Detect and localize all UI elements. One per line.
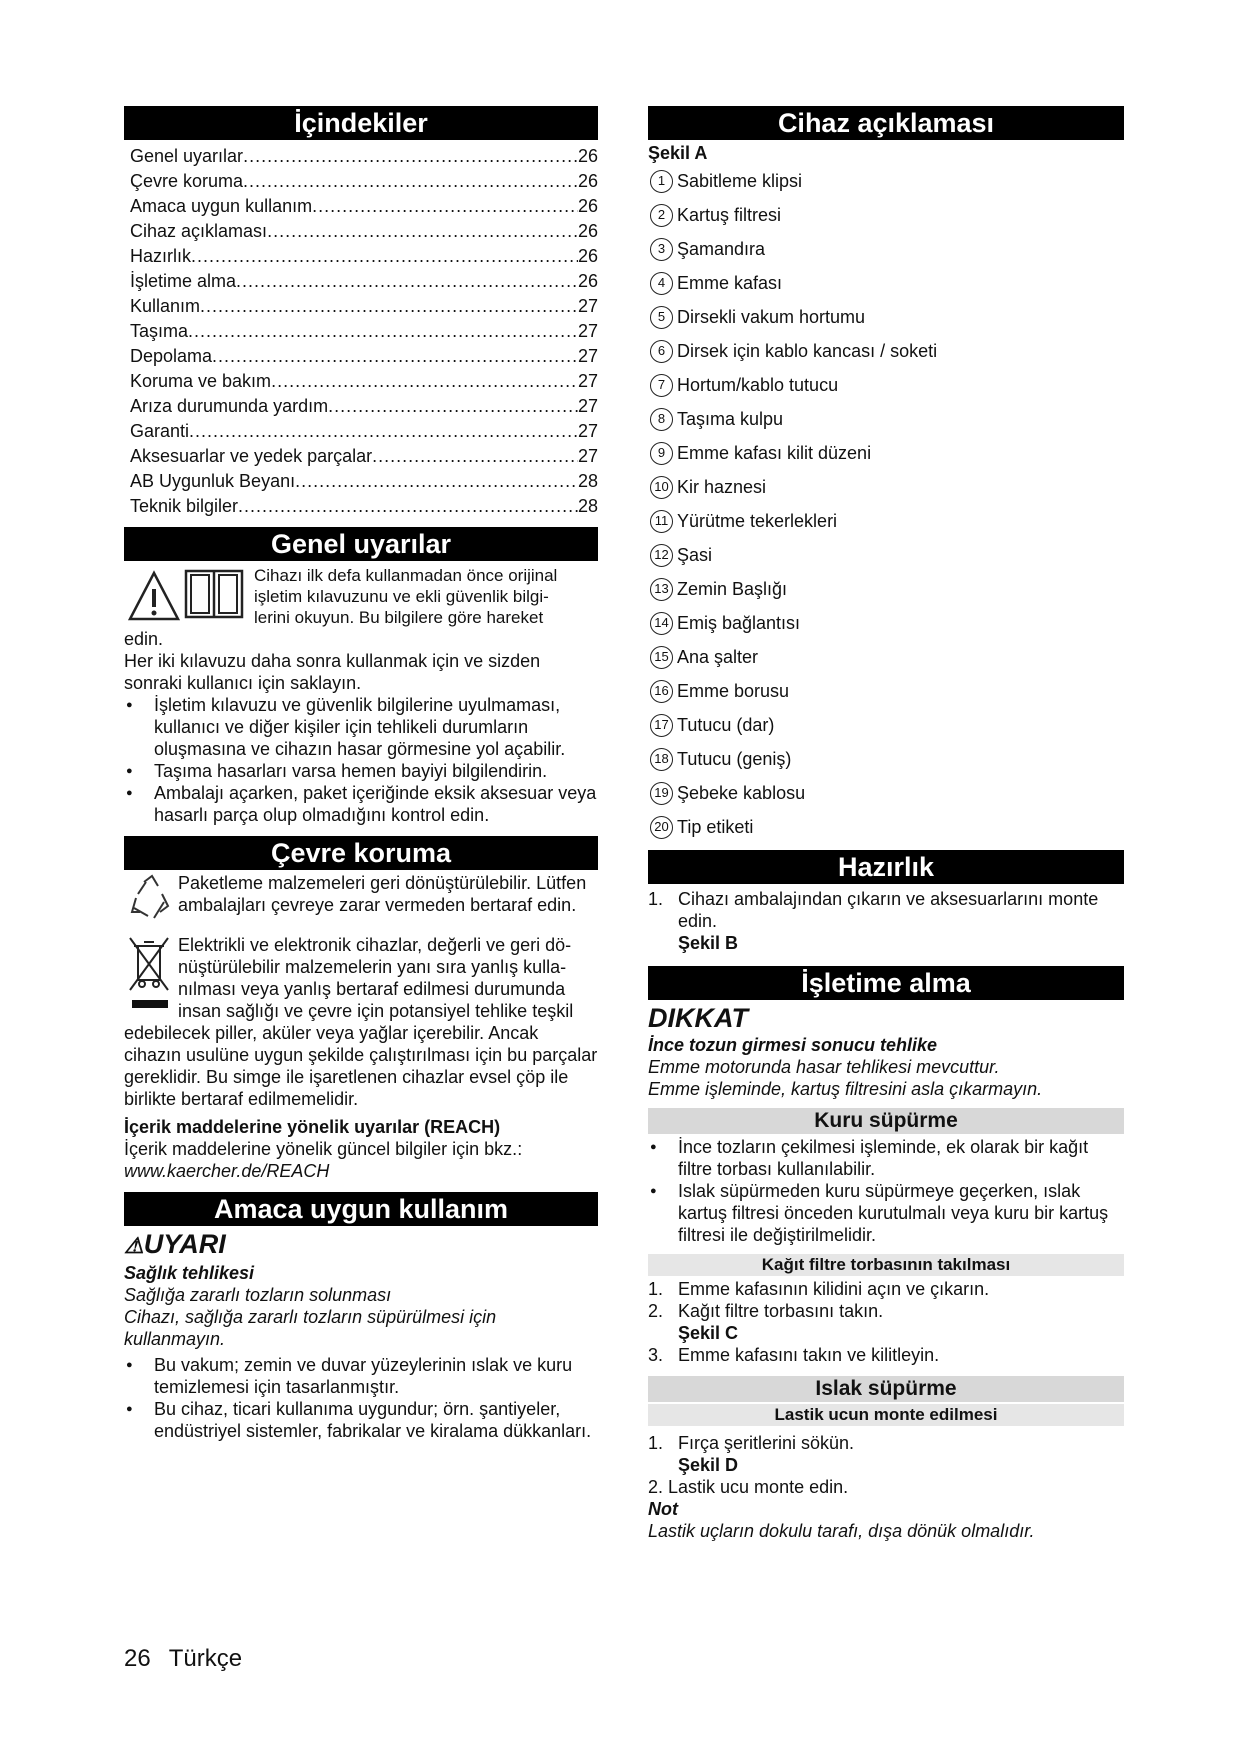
general-intro-line: işletim kılavuzunu ve ekli güvenlik bilgi-	[254, 587, 549, 606]
note-heading: Not	[648, 1499, 678, 1519]
intended-warning-heading: ⚠UYARI	[124, 1229, 226, 1259]
toc-entry-label: Cihaz açıklaması	[130, 221, 268, 241]
page-footer	[124, 1644, 260, 1674]
toc-entry-page: 26	[577, 246, 598, 266]
list-item: 2. Kağıt filtre torbasını takın.	[648, 1301, 884, 1321]
part-number-badge: 7	[650, 374, 673, 397]
general-title: Genel uyarılar	[124, 527, 598, 561]
dry-bullets	[648, 1136, 1124, 1246]
toc-leader-dots	[312, 194, 578, 219]
toc-entry[interactable]	[124, 444, 598, 469]
start-caution: DIKKAT	[648, 1003, 748, 1033]
general-keep-text: Her iki kılavuzu daha sonra kullanmak için ve sizden sonraki kullanıcı için saklayın.	[124, 651, 541, 693]
lip-steps	[648, 1432, 1124, 1454]
toc-entry-page: 27	[577, 321, 598, 341]
toc-entry-page: 26	[577, 196, 598, 216]
list-item: ● Bu vakum; zemin ve duvar yüzeylerinin ıslak ve kuru temizlemesi için tasarlanmıştır.	[124, 1354, 598, 1398]
wet-title: Islak süpürme	[648, 1376, 1124, 1402]
lip-figure: Şekil D	[678, 1455, 739, 1475]
list-item: 1. Fırça şeritlerini sökün.	[648, 1433, 855, 1453]
part-label: Hortum/kablo tutucu	[677, 375, 839, 395]
part-label: Emme kafası kilit düzeni	[677, 443, 872, 463]
dry-title: Kuru süpürme	[648, 1108, 1124, 1134]
start-line1: Emme motorunda hasar tehlikesi mevcuttur.	[648, 1057, 1000, 1077]
toc-list	[124, 140, 598, 523]
weee-tail: edebilecek piller, aküler veya yağlar içerebilir. Ancak cihazın usulüne uygun şekilde çalıştırılması için bu parçalar gereklidir. Bu simge ile işaretlenen cihazlar evsel çöp ile birlikte bertaraf edilmemelidir.	[124, 1023, 598, 1109]
toc-entry-label: Amaca uygun kullanım	[130, 196, 313, 216]
weee-line: insan sağlığı ve çevre için potansiyel tehlike teşkil	[178, 1001, 574, 1021]
part-number-badge: 3	[650, 238, 673, 261]
toc-leader-dots	[200, 294, 578, 319]
device-part-item	[648, 470, 1124, 504]
weee-line: Elektrikli ve elektronik cihazlar, değerli ve geri dö-	[178, 935, 572, 955]
part-label: Şasi	[677, 545, 713, 565]
device-part-item	[648, 674, 1124, 708]
part-label: Kir haznesi	[677, 477, 767, 497]
reach-link[interactable]: www.kaercher.de/REACH	[124, 1161, 330, 1181]
list-item: ● Bu cihaz, ticari kullanıma uygundur; örn. şantiyeler, endüstriyel sistemler, fabrikalar ve kiralama dükkanları.	[124, 1398, 598, 1442]
part-number-badge: 16	[650, 680, 673, 703]
toc-entry[interactable]	[124, 169, 598, 194]
toc-leader-dots	[238, 494, 578, 519]
weee-line: nüştürülebilir malzemelerin yanı sıra yanlış kulla-	[178, 957, 567, 977]
toc-entry-page: 26	[577, 146, 598, 166]
part-number-badge: 6	[650, 340, 673, 363]
toc-entry-page: 27	[577, 446, 598, 466]
general-bullets	[124, 694, 598, 826]
part-label: Yürütme tekerlekleri	[677, 511, 838, 531]
toc-entry[interactable]	[124, 369, 598, 394]
part-label: Tip etiketi	[677, 817, 754, 837]
weee-line: nılması veya yanlış bertaraf edilmesi durumunda	[178, 979, 566, 999]
toc-entry-label: Genel uyarılar	[130, 146, 244, 166]
part-label: Sabitleme klipsi	[677, 171, 803, 191]
start-hazard: İnce tozun girmesi sonucu tehlike	[648, 1035, 938, 1055]
page-number: 26	[124, 1645, 151, 1672]
toc-entry-label: Taşıma	[130, 321, 189, 341]
intended-hazard: Sağlık tehlikesi	[124, 1263, 255, 1283]
part-number-badge: 1	[650, 170, 673, 193]
list-item: 3. Emme kafasını takın ve kilitleyin.	[648, 1345, 940, 1365]
toc-leader-dots	[189, 419, 578, 444]
toc-entry[interactable]	[124, 344, 598, 369]
toc-leader-dots	[243, 144, 578, 169]
part-number-badge: 2	[650, 204, 673, 227]
part-number-badge: 13	[650, 578, 673, 601]
toc-entry-label: Depolama	[130, 346, 213, 366]
start-title: İşletime alma	[648, 966, 1124, 1000]
part-label: Dirsek için kablo kancası / soketi	[677, 341, 938, 361]
intended-title: Amaca uygun kullanım	[124, 1192, 598, 1226]
part-label: Kartuş filtresi	[677, 205, 782, 225]
toc-entry-label: Arıza durumunda yardım	[130, 396, 329, 416]
part-label: Emme borusu	[677, 681, 790, 701]
toc-entry-page: 27	[577, 346, 598, 366]
toc-leader-dots	[295, 469, 578, 494]
part-number-badge: 17	[650, 714, 673, 737]
paper-title: Kağıt filtre torbasının takılması	[648, 1254, 1124, 1276]
part-number-badge: 19	[650, 782, 673, 805]
reach-title: İçerik maddelerine yönelik uyarılar (REACH)	[124, 1117, 501, 1137]
device-part-item	[648, 334, 1124, 368]
lip-step2: 2. Lastik ucu monte edin.	[648, 1477, 849, 1497]
toc-entry[interactable]	[124, 194, 598, 219]
toc-entry[interactable]	[124, 269, 598, 294]
device-part-item	[648, 266, 1124, 300]
env-title: Çevre koruma	[124, 836, 598, 870]
warning-icon: ⚠	[124, 1233, 144, 1258]
toc-title: İçindekiler	[124, 106, 598, 140]
recycle-icon	[124, 872, 176, 932]
toc-entry[interactable]	[124, 494, 598, 519]
toc-entry-page: 27	[577, 396, 598, 416]
list-item: ● İnce tozların çekilmesi işleminde, ek olarak bir kağıt filtre torbası kullanılabilir.	[648, 1136, 1124, 1180]
toc-entry[interactable]	[124, 219, 598, 244]
general-intro-line: Cihazı ilk defa kullanmadan önce orijinal	[254, 566, 558, 585]
right-column	[648, 106, 1124, 1542]
toc-entry-label: Teknik bilgiler	[130, 496, 239, 516]
intended-bullets	[124, 1354, 598, 1442]
toc-entry[interactable]	[124, 469, 598, 494]
device-figure: Şekil A	[648, 143, 708, 163]
toc-entry-label: Hazırlık	[130, 246, 192, 266]
part-number-badge: 8	[650, 408, 673, 431]
toc-entry[interactable]	[124, 394, 598, 419]
toc-entry[interactable]	[124, 244, 598, 269]
toc-entry-label: Garanti	[130, 421, 190, 441]
device-part-item	[648, 708, 1124, 742]
part-label: Ana şalter	[677, 647, 759, 667]
device-part-item	[648, 640, 1124, 674]
toc-entry-label: İşletime alma	[130, 271, 237, 291]
part-number-badge: 15	[650, 646, 673, 669]
toc-entry-page: 28	[577, 496, 598, 516]
toc-entry-page: 27	[577, 371, 598, 391]
toc-entry-page: 27	[577, 421, 598, 441]
part-number-badge: 5	[650, 306, 673, 329]
device-part-item	[648, 198, 1124, 232]
list-item: ● Taşıma hasarları varsa hemen bayiyi bilgilendirin.	[124, 760, 598, 782]
toc-leader-dots	[188, 319, 578, 344]
part-number-badge: 11	[650, 510, 673, 533]
toc-leader-dots	[271, 369, 578, 394]
general-intro	[124, 565, 598, 628]
toc-entry-label: Koruma ve bakım	[130, 371, 272, 391]
part-number-badge: 9	[650, 442, 673, 465]
toc-entry-page: 26	[577, 271, 598, 291]
lip-title: Lastik ucun monte edilmesi	[648, 1404, 1124, 1426]
device-part-item	[648, 606, 1124, 640]
paper-steps-cont	[648, 1344, 1124, 1366]
warning-triangle-icon	[126, 565, 182, 627]
part-number-badge: 10	[650, 476, 673, 499]
device-part-item	[648, 538, 1124, 572]
device-part-item	[648, 504, 1124, 538]
prep-title: Hazırlık	[648, 850, 1124, 884]
part-number-badge: 20	[650, 816, 673, 839]
part-label: Emme kafası	[677, 273, 783, 293]
toc-leader-dots	[212, 344, 578, 369]
part-number-badge: 18	[650, 748, 673, 771]
crossed-bin-icon	[124, 934, 176, 1022]
toc-leader-dots	[267, 219, 578, 244]
device-title: Cihaz açıklaması	[648, 106, 1124, 140]
list-item: 1. Cihazı ambalajından çıkarın ve aksesuarlarını monte edin.	[648, 889, 1099, 931]
manual-book-icon	[182, 565, 246, 627]
toc-entry[interactable]	[124, 294, 598, 319]
device-part-item	[648, 742, 1124, 776]
toc-entry-label: Aksesuarlar ve yedek parçalar	[130, 446, 373, 466]
paper-figure: Şekil C	[678, 1323, 739, 1343]
start-line2: Emme işleminde, kartuş filtresini asla çıkarmayın.	[648, 1079, 1043, 1099]
intended-line1: Sağlığa zararlı tozların solunması	[124, 1285, 392, 1305]
toc-entry-page: 28	[577, 471, 598, 491]
reach-text: İçerik maddelerine yönelik güncel bilgiler için bkz.:	[124, 1139, 523, 1159]
device-part-item	[648, 810, 1124, 844]
device-parts-list	[648, 164, 1124, 844]
toc-entry-page: 26	[577, 171, 598, 191]
prep-steps	[648, 888, 1124, 932]
language-label: Türkçe	[168, 1645, 243, 1672]
part-label: Taşıma kulpu	[677, 409, 784, 429]
part-number-badge: 12	[650, 544, 673, 567]
toc-entry-page: 26	[577, 221, 598, 241]
part-label: Şebeke kablosu	[677, 783, 806, 803]
toc-entry[interactable]	[124, 144, 598, 169]
part-label: Tutucu (geniş)	[677, 749, 792, 769]
toc-entry[interactable]	[124, 319, 598, 344]
device-part-item	[648, 300, 1124, 334]
device-part-item	[648, 572, 1124, 606]
list-item: 1. Emme kafasının kilidini açın ve çıkarın.	[648, 1279, 990, 1299]
intended-line2: Cihazı, sağlığa zararlı tozların süpürülmesi için kullanmayın.	[124, 1307, 497, 1349]
device-part-item	[648, 368, 1124, 402]
device-part-item	[648, 164, 1124, 198]
toc-entry-page: 27	[577, 296, 598, 316]
toc-leader-dots	[191, 244, 578, 269]
list-item: ● Ambalajı açarken, paket içeriğinde eksik aksesuar veya hasarlı parça olup olmadığını kontrol edin.	[124, 782, 598, 826]
note-text: Lastik uçların dokulu tarafı, dışa dönük olmalıdır.	[648, 1521, 1035, 1541]
part-number-badge: 14	[650, 612, 673, 635]
list-item: ● Islak süpürmeden kuru süpürmeye geçerken, ıslak kartuş filtresi önceden kurutulmalı veya kuru bir kartuş filtresi ile değiştirilmelidir.	[648, 1180, 1124, 1246]
part-label: Emiş bağlantısı	[677, 613, 801, 633]
toc-leader-dots	[328, 394, 578, 419]
env-recycle-text: Paketleme malzemeleri geri dönüştürülebilir. Lütfen ambalajları çevreye zarar vermeden bertaraf edin.	[178, 873, 587, 915]
list-item: ● İşletim kılavuzu ve güvenlik bilgilerine uyulmaması, kullanıcı ve diğer kişiler için tehlikeli durumların oluşmasına ve cihazın hasar görmesine yol açabilir.	[124, 694, 598, 760]
part-number-badge: 4	[650, 272, 673, 295]
toc-entry-label: Çevre koruma	[130, 171, 244, 191]
paper-steps	[648, 1278, 1124, 1322]
toc-entry[interactable]	[124, 419, 598, 444]
part-label: Dirsekli vakum hortumu	[677, 307, 866, 327]
device-part-item	[648, 402, 1124, 436]
toc-entry-label: AB Uygunluk Beyanı	[130, 471, 296, 491]
toc-leader-dots	[372, 444, 578, 469]
part-label: Tutucu (dar)	[677, 715, 775, 735]
part-label: Zemin Başlığı	[677, 579, 788, 599]
general-intro-tail: edin.	[124, 629, 164, 649]
left-column	[124, 106, 598, 1442]
device-part-item	[648, 232, 1124, 266]
toc-leader-dots	[236, 269, 578, 294]
device-part-item	[648, 436, 1124, 470]
toc-entry-label: Kullanım	[130, 296, 201, 316]
part-label: Şamandıra	[677, 239, 766, 259]
toc-leader-dots	[243, 169, 578, 194]
general-intro-line: lerini okuyun. Bu bilgilere göre hareket	[254, 608, 544, 627]
prep-figure: Şekil B	[678, 933, 739, 953]
device-part-item	[648, 776, 1124, 810]
